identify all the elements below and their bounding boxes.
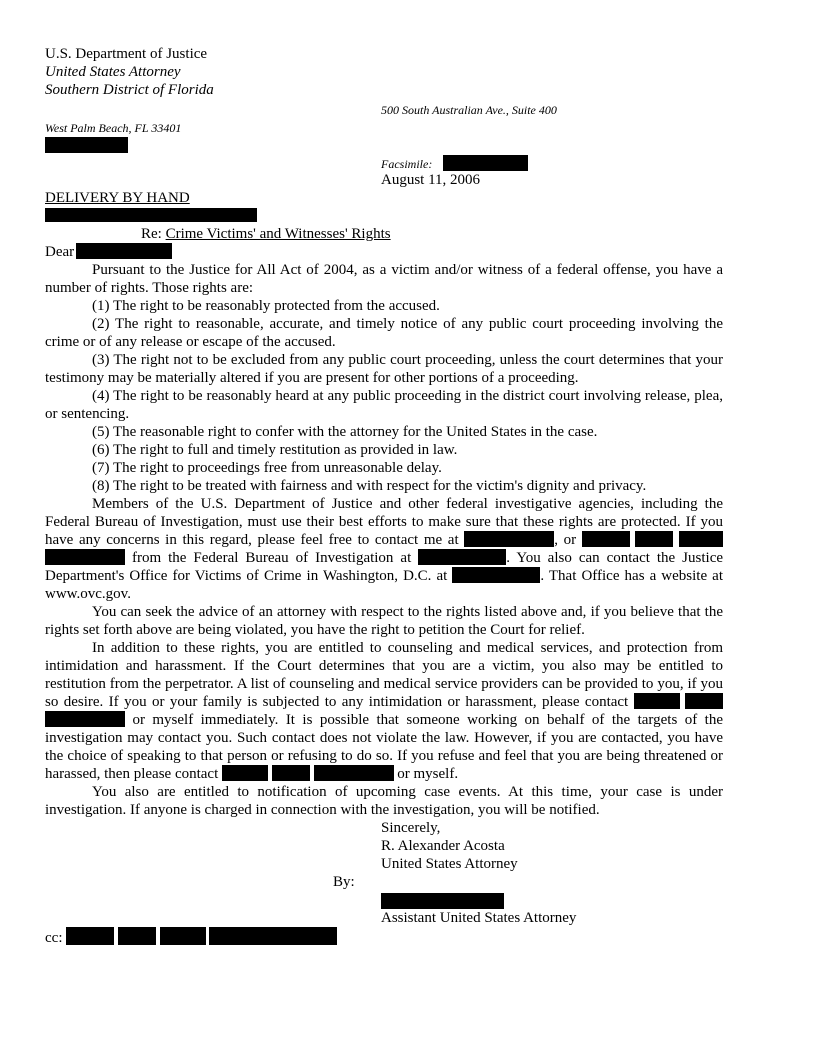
office-name: United States Attorney: [45, 64, 181, 80]
re-prefix: Re:: [141, 226, 166, 242]
contacts-text-1: Members of the U.S. Department of Justice and other federal investigative agencies, including the Federal Bureau of Investigation, must use their best efforts to make sure that these rights are protected. If you have any concerns in this regard, please feel free to contact me at: [45, 496, 723, 548]
signer-title: United States Attorney: [381, 856, 518, 872]
right-7: (7) The right to proceedings free from unreasonable delay.: [92, 460, 442, 476]
redaction-agent-mid: [679, 531, 723, 547]
right-6: (6) The right to full and timely restitution as provided in law.: [92, 442, 458, 458]
office-address: 500 South Australian Ave., Suite 400: [381, 103, 557, 117]
re-subject: Crime Victims' and Witnesses' Rights: [165, 226, 391, 242]
facsimile-label: Facsimile:: [381, 157, 433, 171]
letter-body: [45, 261, 723, 819]
redaction-contact-2a: [222, 765, 268, 781]
redaction-ausa-phone: [464, 531, 554, 547]
contacts-text-4: . You also can contact the Justice Department's Office for Victims of Crime in Washington, D.C. at: [45, 550, 724, 584]
redaction-ovc-phone: [452, 567, 540, 583]
paragraph-intro: Pursuant to the Justice for All Act of 2004, as a victim and/or witness of a federal offense, you have a number of rights. Those rights are:: [45, 262, 723, 296]
right-8: (8) The right to be treated with fairness and with respect for the victim's dignity and privacy.: [92, 478, 647, 494]
redaction-contact-1c: [45, 711, 125, 727]
contacts-text-3: from the Federal Bureau of Investigation at: [131, 550, 412, 566]
district-name: Southern District of Florida: [45, 82, 214, 98]
redaction-contact-1a: [634, 693, 680, 709]
protection-text-2: or myself immediately. It is possible that someone working on behalf of the targets of the investigation may contact you. Such contact does not violate the law. However, if you are contacted, you have the choice of speaking to that person or refusing to do so. If you refuse and feel that you are being threatened or harassed, then please contact: [45, 712, 723, 782]
office-city: West Palm Beach, FL 33401: [45, 121, 182, 135]
redaction-agent-last: [45, 549, 125, 565]
closing-sincerely: Sincerely,: [381, 820, 441, 836]
department-name: U.S. Department of Justice: [45, 46, 208, 62]
redaction-cc-3: [160, 927, 206, 945]
re-line: [141, 225, 391, 243]
ausa-title: Assistant United States Attorney: [381, 910, 577, 926]
redaction-agent-first: [635, 531, 673, 547]
redaction-fbi-phone: [418, 549, 506, 565]
by-label: By:: [333, 874, 355, 890]
right-1: (1) The right to be reasonably protected from the accused.: [92, 298, 440, 314]
right-3: (3) The right not to be excluded from any public court proceeding, unless the court determines that your testimony may be materially altered if you are present for other portions of a proceeding.: [45, 352, 723, 386]
paragraph-protection: [45, 639, 723, 783]
letter-date: August 11, 2006: [381, 172, 481, 188]
redaction-name: [76, 243, 172, 259]
protection-text-3: or myself.: [397, 766, 459, 782]
redaction-cc-4: [209, 927, 337, 945]
cc-line: [45, 927, 337, 947]
salutation-text: Dear: [45, 244, 75, 260]
redaction-ausa-name: [381, 893, 504, 909]
contacts-text-2: , or: [554, 532, 577, 548]
right-4: (4) The right to be reasonably heard at any public proceeding in the district court involving release, plea, or sentencing.: [45, 388, 723, 422]
paragraph-contacts: [45, 495, 723, 603]
cc-label: cc:: [45, 930, 63, 946]
redaction-contact-2c: [314, 765, 394, 781]
redaction-contact-1b: [685, 693, 723, 709]
right-2: (2) The right to reasonable, accurate, and timely notice of any public court proceeding involving the crime or of any release or escape of the accused.: [45, 316, 723, 350]
salutation: [45, 243, 172, 261]
signer-name: R. Alexander Acosta: [381, 838, 505, 854]
redaction-phone: [45, 137, 128, 153]
redaction-cc-2: [118, 927, 156, 945]
delivery-method: DELIVERY BY HAND: [45, 190, 190, 206]
contacts-text-5: . That Office has a website at www.ovc.gov.: [45, 568, 723, 602]
paragraph-attorney-advice: You can seek the advice of an attorney with respect to the rights listed above and, if you believe that the rights set forth above are being violated, you have the right to petition the Court for relief.: [45, 604, 723, 638]
paragraph-notification: You also are entitled to notification of upcoming case events. At this time, your case is under investigation. If anyone is charged in connection with the investigation, you will be notified.: [45, 784, 723, 818]
protection-text-1: In addition to these rights, you are entitled to counseling and medical services, and protection from intimidation and harassment. If the Court determines that you are a victim, you also may be entitled to restitution from the perpetrator. A list of counseling and medical service providers can be provided to you, if you so desire. If you or your family is subjected to any intimidation or harassment, please contact: [45, 640, 723, 710]
redaction-fax: [443, 155, 528, 171]
redaction-contact-2b: [272, 765, 310, 781]
redaction-cc-1: [66, 927, 114, 945]
right-5: (5) The reasonable right to confer with the attorney for the United States in the case.: [92, 424, 598, 440]
redaction-recipient: [45, 208, 257, 222]
redaction-agent-title: [582, 531, 630, 547]
